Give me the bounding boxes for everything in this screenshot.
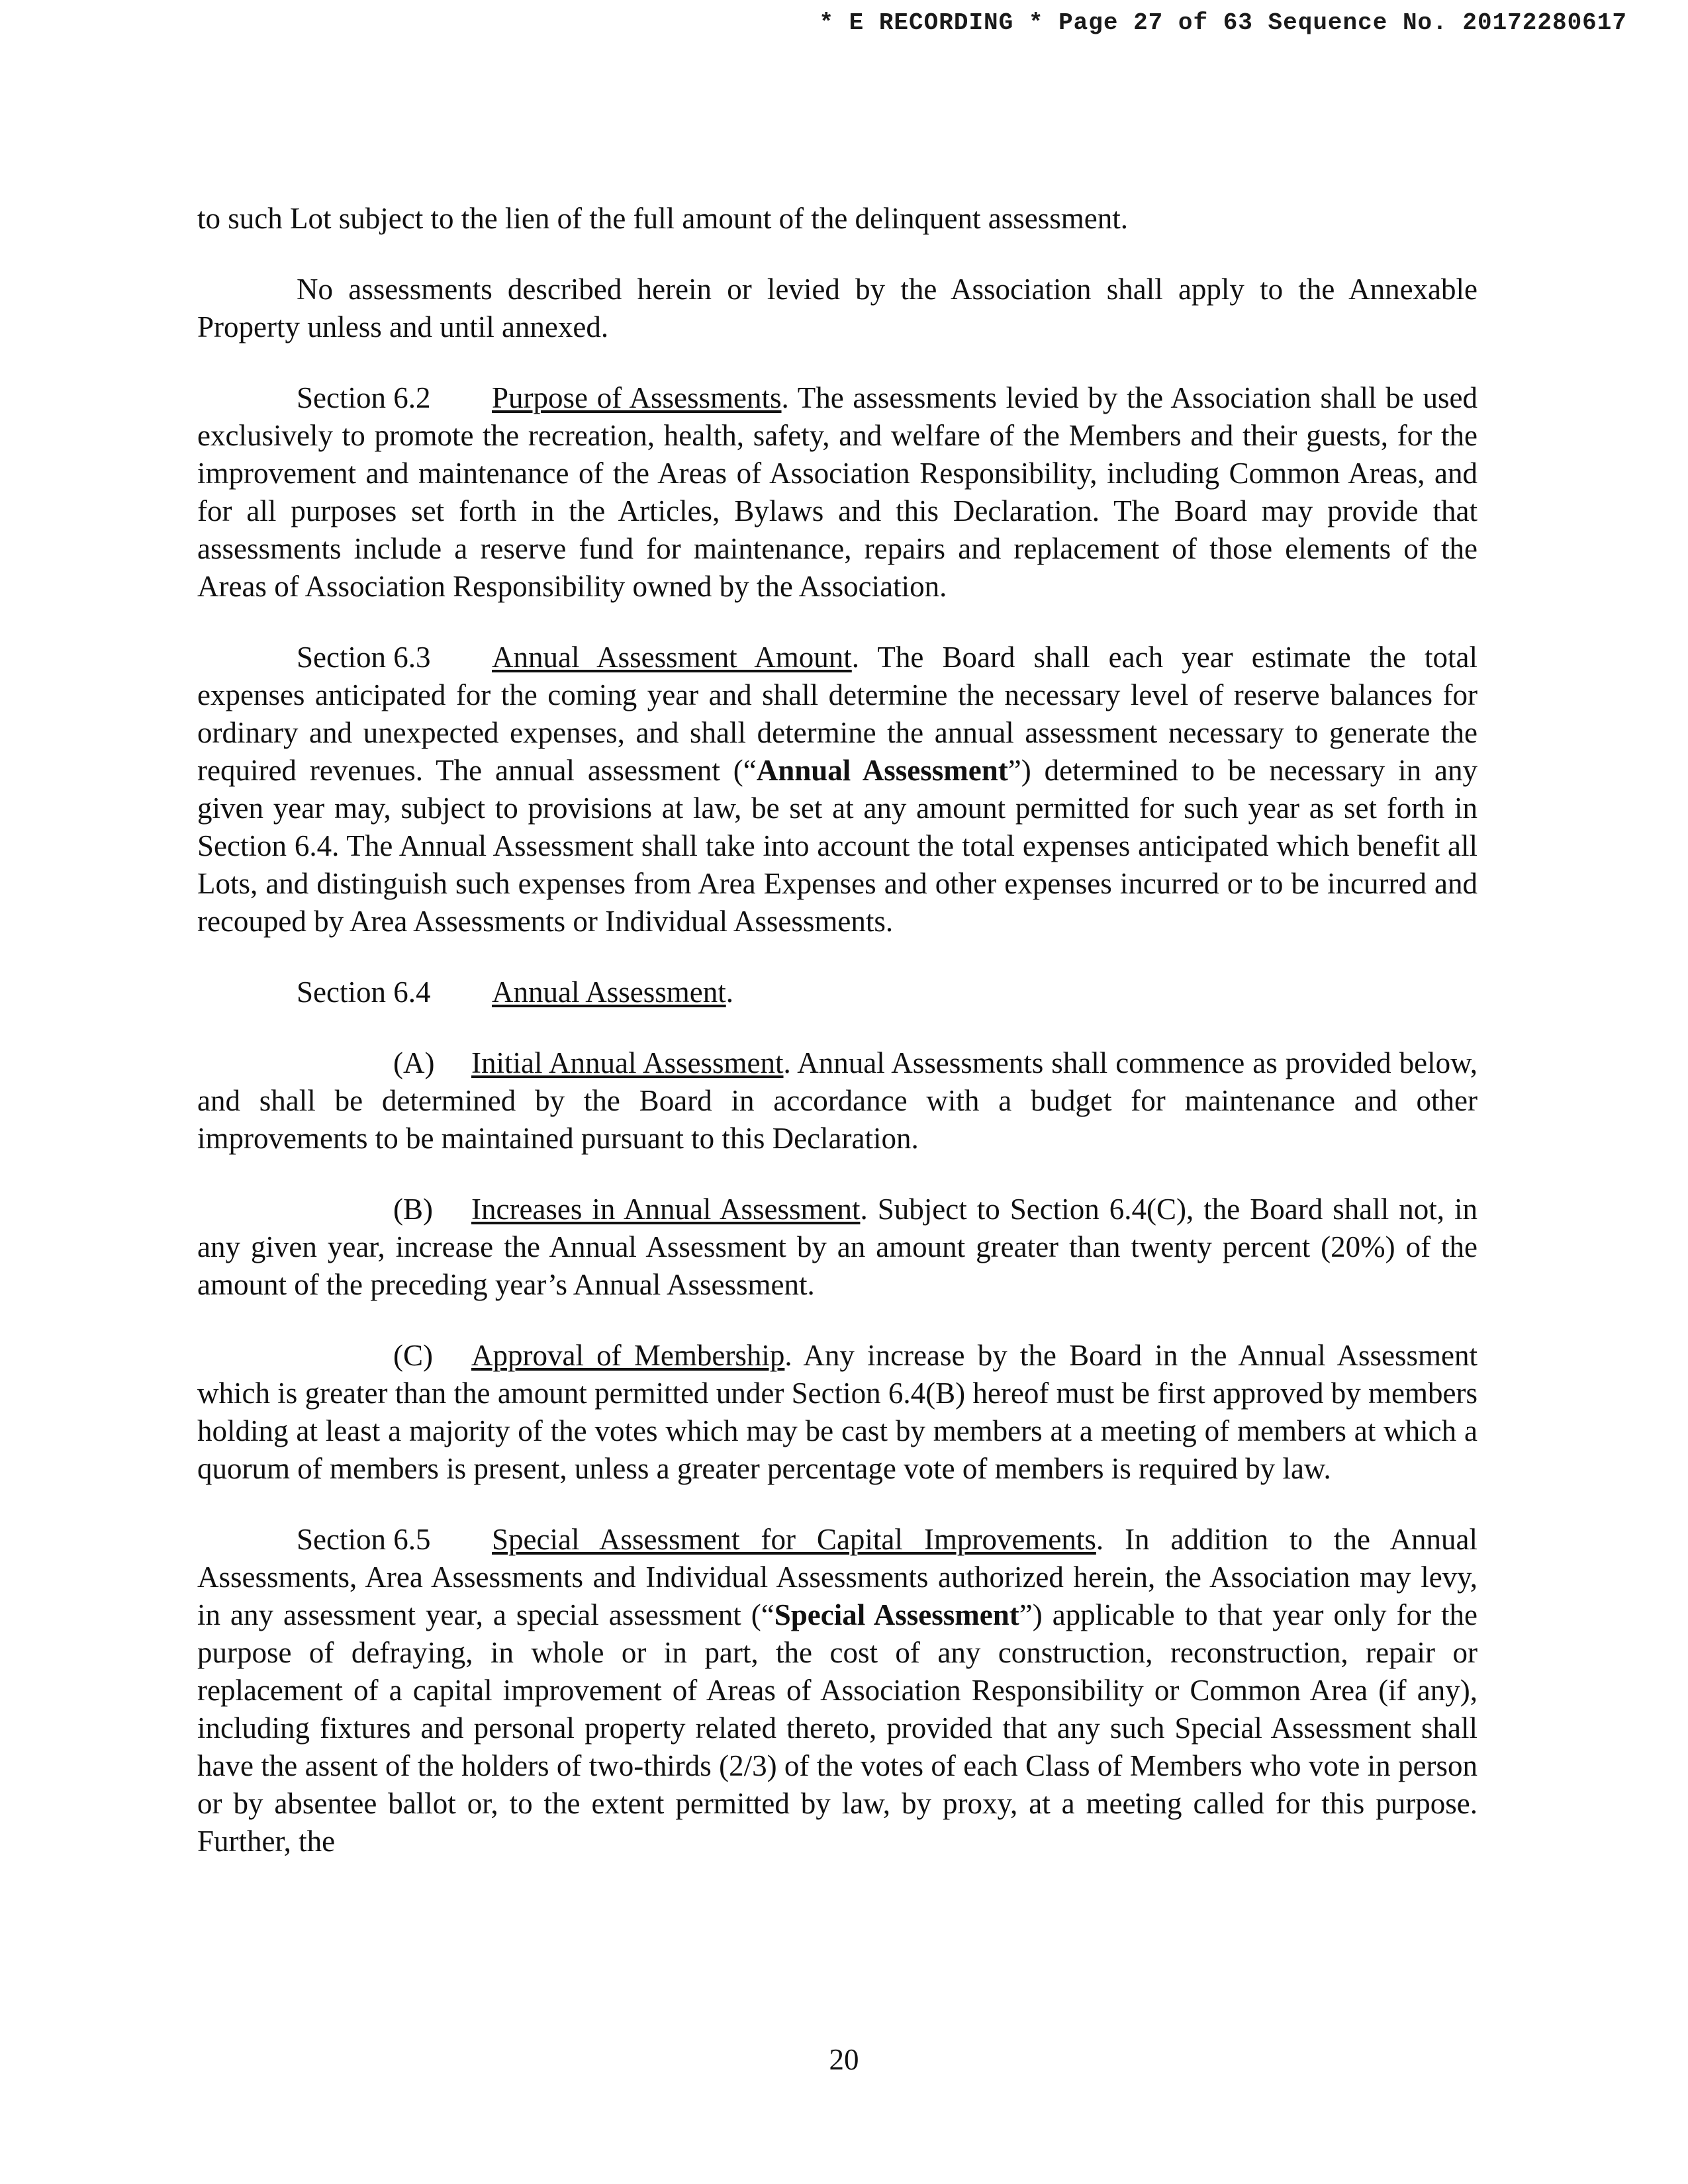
section-6-4-b-text: . Subject to Section 6.4(C), the Board shall not, in any given year, increase the Annual Assessment by an amount greater than twenty percent (20%) of the amount of the preceding year’s Annual Assessment. bbox=[197, 1193, 1477, 1301]
section-6-4-a-heading: Initial Annual Assessment bbox=[471, 1046, 784, 1079]
section-6-2-paragraph bbox=[197, 379, 1477, 606]
section-6-5-paragraph bbox=[197, 1521, 1477, 1860]
annual-assessment-defined-term: Annual Assessment bbox=[756, 754, 1008, 787]
section-6-4-b-label: (B) bbox=[393, 1193, 433, 1226]
section-6-4-number: Section 6.4 bbox=[297, 976, 431, 1009]
section-6-4-heading-end: . bbox=[726, 976, 733, 1009]
section-6-4-paragraph bbox=[197, 974, 1477, 1011]
page-number: 20 bbox=[829, 2043, 859, 2076]
continuation-paragraph: to such Lot subject to the lien of the full amount of the delinquent assessment. bbox=[197, 202, 1128, 235]
section-6-5-text-a: . In addition to the Annual Assessments, Area Assessments and Individual Assessments authorized herein, the Association may levy, in any assessment year, a special assessment (“ bbox=[197, 1523, 1477, 1631]
document-body bbox=[197, 200, 1477, 1860]
section-6-4-heading: Annual Assessment bbox=[492, 976, 726, 1009]
section-6-4-c-label: (C) bbox=[393, 1339, 433, 1372]
section-6-4-a-text: . Annual Assessments shall commence as provided below, and shall be determined by the Board in accordance with a budget for maintenance and other improvements to be maintained pursuant to this Declaration. bbox=[197, 1046, 1477, 1155]
section-6-3-paragraph bbox=[197, 639, 1477, 940]
section-6-5-heading: Special Assessment for Capital Improvements bbox=[492, 1523, 1096, 1556]
section-6-4-c-heading: Approval of Membership bbox=[471, 1339, 785, 1372]
special-assessment-defined-term: Special Assessment bbox=[774, 1598, 1019, 1631]
section-6-4-b-paragraph bbox=[197, 1191, 1477, 1304]
section-6-2-text: . The assessments levied by the Association shall be used exclusively to promote the recreation, health, safety, and welfare of the Members and their guests, for the improvement and maintenance of the Areas of Association Responsibility, including Common Areas, and for all purposes set forth in the Articles, Bylaws and this Declaration. The Board may provide that assessments include a reserve fund for maintenance, repairs and replacement of those elements of the Areas of Association Responsibility owned by the Association. bbox=[197, 381, 1477, 603]
recording-header: * E RECORDING * Page 27 of 63 Sequence No. 20172280617 bbox=[819, 9, 1627, 36]
section-6-3-number: Section 6.3 bbox=[297, 641, 431, 674]
section-6-2-heading: Purpose of Assessments bbox=[492, 381, 782, 414]
section-6-5-text-b: ”) applicable to that year only for the purpose of defraying, in whole or in part, the cost of any construction, reconstruction, repair or replacement of a capital improvement of Areas of Association Responsibility or Common Area (if any), including fixtures and personal property related thereto, provided that any such Special Assessment shall have the assent of the holders of two-thirds (2/3) of the votes of each Class of Members who vote in person or by absentee ballot or, to the extent permitted by law, by proxy, at a meeting called for this purpose. Further, the bbox=[197, 1598, 1478, 1858]
annexable-paragraph: No assessments described herein or levied by the Association shall apply to the Annexable Property unless and until annexed. bbox=[197, 273, 1477, 343]
section-6-4-b-heading: Increases in Annual Assessment bbox=[471, 1193, 861, 1226]
section-6-2-number: Section 6.2 bbox=[297, 381, 431, 414]
section-6-3-text-a: . The Board shall each year estimate the total expenses anticipated for the coming year and shall determine the necessary level of reserve balances for ordinary and unexpected expenses, and shall determine the annual assessment necessary to generate the required revenues. The annual assessment (“ bbox=[197, 641, 1477, 787]
section-6-4-c-text: . Any increase by the Board in the Annual Assessment which is greater than the amount permitted under Section 6.4(B) hereof must be first approved by members holding at least a majority of the votes which may be cast by members at a meeting of members at which a quorum of members is present, unless a greater percentage vote of members is required by law. bbox=[197, 1339, 1477, 1485]
section-6-5-number: Section 6.5 bbox=[297, 1523, 431, 1556]
section-6-4-a-paragraph bbox=[197, 1044, 1477, 1158]
section-6-4-a-label: (A) bbox=[393, 1046, 435, 1079]
section-6-3-heading: Annual Assessment Amount bbox=[492, 641, 852, 674]
section-6-3-text-b: ”) determined to be necessary in any given year may, subject to provisions at law, be set at any amount permitted for such year as set forth in Section 6.4. The Annual Assessment shall take into account the total expenses anticipated which benefit all Lots, and distinguish such expenses from Area Expenses and other expenses incurred or to be incurred and recouped by Area Assessments or Individual Assessments. bbox=[197, 754, 1477, 938]
section-6-4-c-paragraph bbox=[197, 1337, 1477, 1488]
